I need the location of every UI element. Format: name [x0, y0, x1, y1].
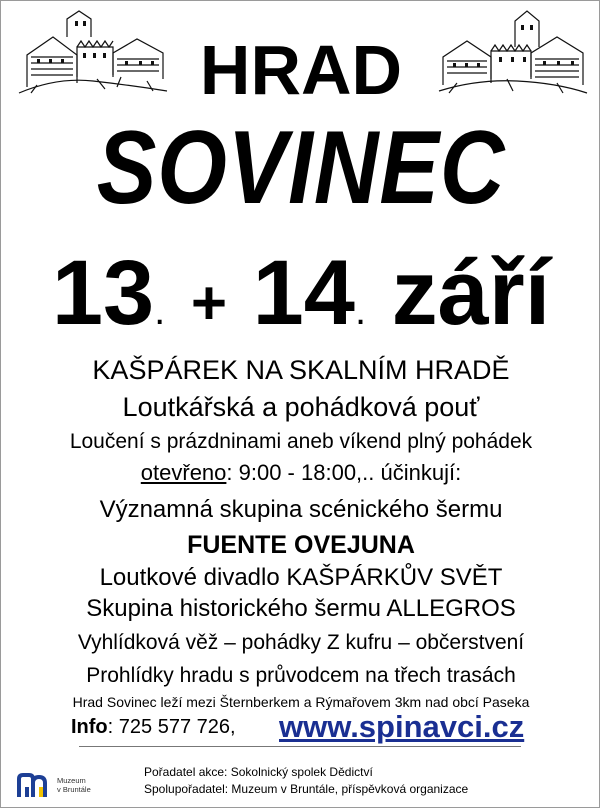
phone-number: : 725 577 726,: [107, 716, 236, 738]
date-day-1: 13: [51, 242, 155, 344]
program-tagline: Loučení s prázdninami aneb víkend plný pohádek: [69, 430, 533, 453]
organizer-line: Pořadatel akce: Sokolnický spolek Dědictví: [144, 765, 373, 779]
tours-line: Prohlídky hradu s průvodcem na třech trasách: [86, 664, 516, 687]
museum-logo-icon: [17, 773, 57, 801]
date-plus: +: [190, 269, 228, 338]
heading-hrad: HRAD: [199, 31, 403, 109]
program-title: KAŠPÁREK NA SKALNÍM HRADĚ: [92, 355, 510, 385]
info-label: Info: [71, 716, 108, 738]
performer-3: Skupina historického šermu ALLEGROS: [86, 595, 516, 622]
contact-info: [71, 717, 236, 737]
coorganizer-line: Spolupořadatel: Muzeum v Bruntále, příspěvková organizace: [144, 782, 469, 796]
date-month: září: [391, 242, 551, 344]
date-dot-2: .: [354, 289, 367, 333]
location-line: Hrad Sovinec leží mezi Šternberkem a Rýmařovem 3km nad obcí Paseka: [72, 694, 530, 710]
performer-1: Významná skupina scénického šermu: [99, 496, 503, 523]
open-label: otevřeno: [140, 460, 227, 485]
heading-sovinec: SOVINEC: [96, 110, 506, 226]
date-dot-1: .: [154, 289, 166, 333]
performer-2: Loutkové divadlo KAŠPÁRKŮV SVĚT: [99, 564, 503, 591]
performer-1-name: FUENTE OVEJUNA: [187, 531, 415, 559]
opening-hours: [1, 462, 600, 484]
logo-line-1: Muzeum: [57, 776, 86, 785]
extras-line: Vyhlídková věž – pohádky Z kufru – občerstvení: [77, 631, 525, 654]
logo-line-2: v Bruntále: [57, 785, 91, 794]
event-date: [1, 242, 600, 344]
date-day-2: 14: [252, 242, 355, 344]
program-subtitle: Loutkářská a pohádková pouť: [122, 392, 480, 422]
divider: [79, 746, 521, 747]
museum-logo-text: [57, 776, 91, 794]
website-link[interactable]: www.spinavci.cz: [279, 709, 525, 744]
open-hours-text: : 9:00 - 18:00,.. účinkují:: [226, 460, 462, 485]
